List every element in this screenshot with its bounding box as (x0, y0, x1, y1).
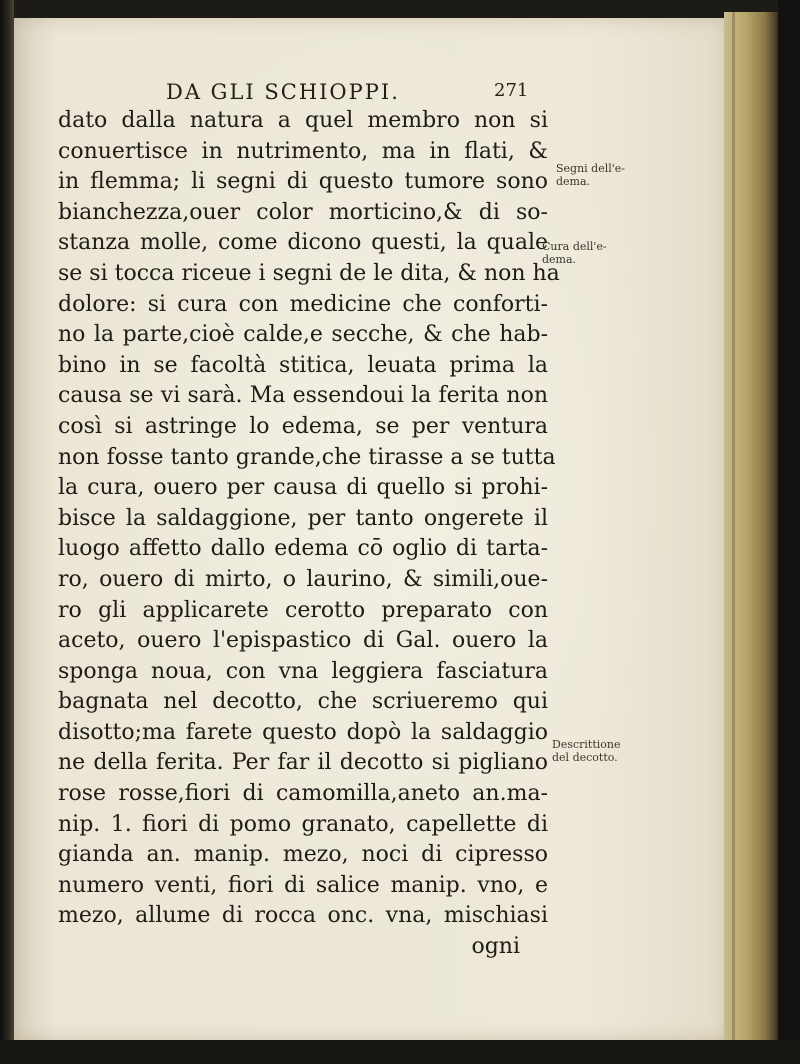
text-line: numero venti, fiori di salice manip. vno, e (58, 872, 548, 898)
text-line: mezo, allume di rocca onc. vna, mischiasi (58, 903, 548, 929)
text-line: bino in se facoltà stitica, leuata prima la (58, 352, 548, 378)
text-line: ro gli applicarete cerotto preparato con (58, 597, 548, 623)
text-line: ro, ouero di mirto, o laurino, & simili,oue- (58, 566, 548, 592)
text-line: dolore: si cura con medicine che conforti- (58, 291, 548, 317)
text-line: ne della ferita. Per far il decotto si pigliano (58, 750, 548, 776)
running-head: DA GLI SCHIOPPI. (166, 80, 400, 104)
text-line: non fosse tanto grande,che tirasse a se tutta (58, 444, 556, 470)
text-line: no la parte,cioè calde,e secche, & che hab- (58, 322, 548, 348)
margin-note-cura: Cura dell'e- dema. (542, 240, 607, 266)
text-line: bisce la saldaggione, per tanto ongerete il (58, 505, 548, 531)
text-line: così si astringe lo edema, se per ventura (58, 413, 548, 439)
text-line: gianda an. manip. mezo, noci di cipresso (58, 842, 548, 868)
margin-note-decotto: Descrittione del decotto. (552, 738, 621, 764)
text-line: dato dalla natura a quel membro non si (58, 108, 548, 133)
text-line: bianchezza,ouer color morticino,& di so- (58, 199, 548, 225)
text-line: nip. 1. fiori di pomo granato, capellette di (58, 811, 548, 837)
text-line: rose rosse,fiori di camomilla,aneto an.ma- (58, 781, 548, 807)
page-number: 271 (494, 80, 529, 101)
text-line: aceto, ouero l'epispastico di Gal. ouero la (58, 628, 548, 654)
text-line: causa se vi sarà. Ma essendoui la ferita non (58, 383, 548, 409)
text-line: stanza molle, come dicono questi, la quale (58, 230, 548, 256)
catchword: ogni (471, 934, 520, 960)
text-line: disotto;ma farete questo dopò la saldaggio (58, 719, 548, 745)
text-line: luogo affetto dallo edema cō oglio di tarta- (58, 536, 548, 562)
text-line: in flemma; li segni di questo tumore sono (58, 169, 548, 195)
margin-note-segni: Segni dell'e- dema. (556, 162, 626, 188)
text-line: se si tocca riceue i segni de le dita, & non ha (58, 260, 560, 286)
text-line: conuertisce in nutrimento, ma in flati, & (58, 138, 548, 164)
text-line: la cura, ouero per causa di quello si prohi- (58, 475, 548, 501)
text-line: bagnata nel decotto, che scriueremo qui (58, 689, 548, 715)
text-line: sponga noua, con vna leggiera fasciatura (58, 658, 548, 684)
